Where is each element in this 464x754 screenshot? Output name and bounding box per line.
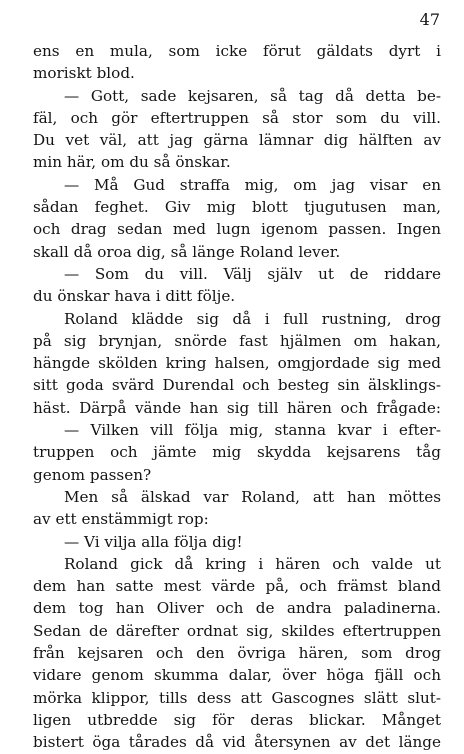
text-line: du önskar hava i ditt följe.: [33, 287, 236, 306]
text-line: fäl, och gör eftertruppen så stor som du vill.: [33, 108, 441, 127]
text-line: sitt goda svärd Durendal och besteg sin älsklings-: [33, 376, 441, 395]
text-line: dem tog han Oliver och de andra paladinerna.: [33, 599, 441, 618]
text-line: av ett enstämmigt rop:: [33, 510, 209, 529]
text-line: Roland gick då kring i hären och valde ut: [64, 554, 441, 573]
text-line: — Vilken vill följa mig, stanna kvar i efter-: [64, 421, 441, 440]
text-line: vidare genom skumma dalar, över höga fjäll och: [33, 666, 441, 685]
text-line: från kejsaren och den övriga hären, som drog: [33, 644, 441, 663]
text-line: — Vi vilja alla följa dig!: [64, 532, 243, 551]
text-line: dem han satte mest värde på, och främst bland: [33, 577, 441, 596]
text-line: — Gott, sade kejsaren, så tag då detta be-: [64, 86, 441, 105]
text-line: ligen utbredde sig för deras blickar. Månget: [33, 710, 441, 729]
text-line: moriskt blod.: [33, 64, 135, 83]
text-line: och drag sedan med lugn igenom passen. Ingen: [33, 220, 441, 239]
text-line: min här, om du så önskar.: [33, 153, 231, 172]
text-line: på sig brynjan, snörde fast hjälmen om hakan,: [33, 331, 441, 350]
text-line: Men så älskad var Roland, att han möttes: [64, 487, 441, 506]
text-line: hängde skölden kring halsen, omgjordade sig med: [33, 354, 441, 373]
text-line: truppen och jämte mig skydda kejsarens tåg: [33, 443, 441, 462]
body-text: [33, 40, 441, 754]
text-line: Roland klädde sig då i full rustning, drog: [64, 309, 441, 328]
text-line: Sedan de därefter ordnat sig, skildes eftertruppen: [33, 621, 441, 640]
text-line: Du vet väl, att jag gärna lämnar dig hälften av: [33, 131, 441, 150]
text-line: häst. Därpå vände han sig till hären och frågade:: [33, 398, 441, 417]
text-line: bistert öga tårades då vid återsynen av det länge: [33, 733, 441, 752]
text-line: skall då oroa dig, så länge Roland lever.: [33, 242, 341, 261]
text-line: ens en mula, som icke förut gäldats dyrt i: [33, 42, 441, 60]
text-line: genom passen?: [33, 465, 152, 484]
text-line: — Som du vill. Välj själv ut de riddare: [64, 264, 441, 283]
text-line: sådan feghet. Giv mig blott tjugutusen man,: [33, 198, 441, 217]
page-number: 47: [419, 10, 440, 29]
text-line: — Må Gud straffa mig, om jag visar en: [64, 175, 441, 194]
text-line: mörka klippor, tills dess att Gascognes slätt slut-: [33, 688, 441, 707]
